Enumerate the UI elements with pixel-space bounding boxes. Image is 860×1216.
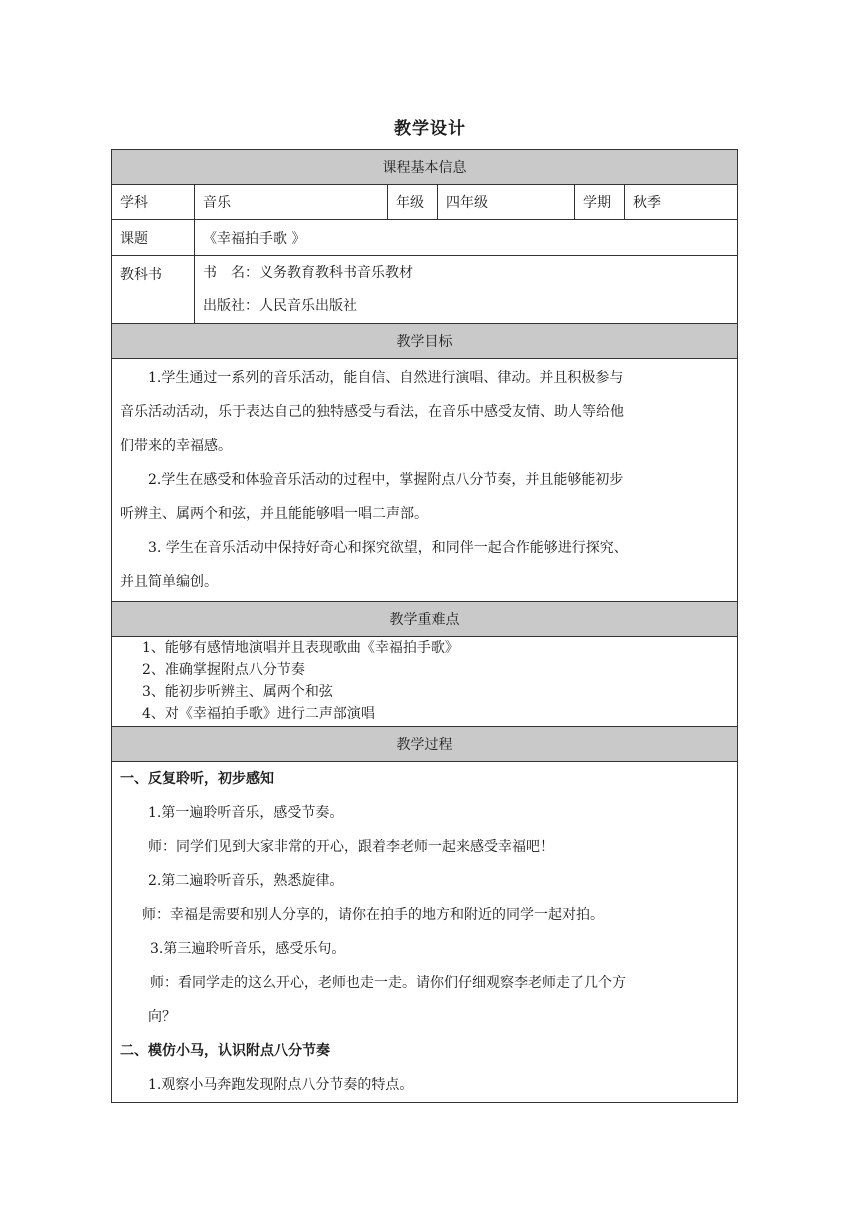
- keypoints-row: [112, 637, 738, 727]
- process-header: 教学过程: [112, 727, 738, 762]
- process-teacher-line: 师：幸福是需要和别人分享的，请你在拍手的地方和附近的同学一起对拍。: [142, 907, 604, 923]
- goals-header-row: [112, 324, 738, 359]
- keypoint-item: 2、准确掌握附点八分节奏: [142, 662, 305, 678]
- process-row: [112, 762, 738, 1103]
- goal-1-line-2: 音乐活动活动，乐于表达自己的独特感受与看法，在音乐中感受友情、助人等给他: [120, 404, 624, 420]
- keypoint-item: 4、对《幸福拍手歌》进行二声部演唱: [142, 706, 375, 722]
- grade-label: 年级: [388, 185, 438, 220]
- basic-info-header: 课程基本信息: [112, 150, 738, 185]
- subject-label: 学科: [112, 185, 195, 220]
- term-label: 学期: [575, 185, 625, 220]
- keypoints-header-row: [112, 602, 738, 637]
- page-title: 教学设计: [394, 119, 466, 139]
- process-section-2-title: 二、模仿小马，认识附点八分节奏: [120, 1043, 330, 1059]
- goals-header: 教学目标: [112, 324, 738, 359]
- process-step: 1.第一遍聆听音乐，感受节奏。: [148, 805, 344, 821]
- process-step: 3.第三遍聆听音乐，感受乐句。: [150, 941, 346, 957]
- keypoint-item: 1、能够有感情地演唱并且表现歌曲《幸福拍手歌》: [142, 640, 459, 656]
- subject-value: 音乐: [195, 185, 388, 220]
- goal-2-line-1: 2.学生在感受和体验音乐活动的过程中，掌握附点八分节奏，并且能够能初步: [148, 472, 624, 488]
- process-teacher-line-cont: 向？: [148, 1009, 176, 1025]
- process-teacher-line: 师：看同学走的这么开心，老师也走一走。请你们仔细观察李老师走了几个方: [150, 975, 626, 991]
- process-section-1-title: 一、反复聆听，初步感知: [120, 771, 274, 787]
- topic-value: 《幸福拍手歌 》: [195, 220, 738, 256]
- textbook-row: [112, 256, 738, 324]
- goals-row: [112, 359, 738, 602]
- goal-3-line-2: 并且简单编创。: [120, 574, 218, 590]
- term-value: 秋季: [625, 185, 738, 220]
- subject-row: [112, 185, 738, 220]
- textbook-publisher: 出版社：人民音乐出版社: [203, 298, 357, 314]
- topic-label: 课题: [112, 220, 195, 256]
- process-teacher-line: 师：同学们见到大家非常的开心，跟着李老师一起来感受幸福吧！: [148, 839, 554, 855]
- topic-row: [112, 220, 738, 256]
- basic-info-header-row: [112, 150, 738, 185]
- keypoints-header: 教学重难点: [112, 602, 738, 637]
- process-header-row: [112, 727, 738, 762]
- process-step: 2.第二遍聆听音乐，熟悉旋律。: [148, 873, 344, 889]
- goal-2-line-2: 听辨主、属两个和弦，并且能能够唱一唱二声部。: [120, 506, 428, 522]
- grade-value: 四年级: [438, 185, 575, 220]
- goal-1-line-1: 1.学生通过一系列的音乐活动，能自信、自然进行演唱、律动。并且积极参与: [148, 370, 624, 386]
- textbook-label: 教科书: [112, 256, 195, 324]
- lesson-plan-table: [111, 149, 738, 1103]
- textbook-book: 书 名：义务教育教科书音乐教材: [203, 265, 413, 281]
- goal-3-line-1: 3. 学生在音乐活动中保持好奇心和探究欲望，和同伴一起合作能够进行探究、: [148, 540, 628, 556]
- goal-1-line-3: 们带来的幸福感。: [120, 438, 232, 454]
- process-step: 1.观察小马奔跑发现附点八分节奏的特点。: [148, 1077, 414, 1093]
- keypoint-item: 3、能初步听辨主、属两个和弦: [142, 684, 333, 700]
